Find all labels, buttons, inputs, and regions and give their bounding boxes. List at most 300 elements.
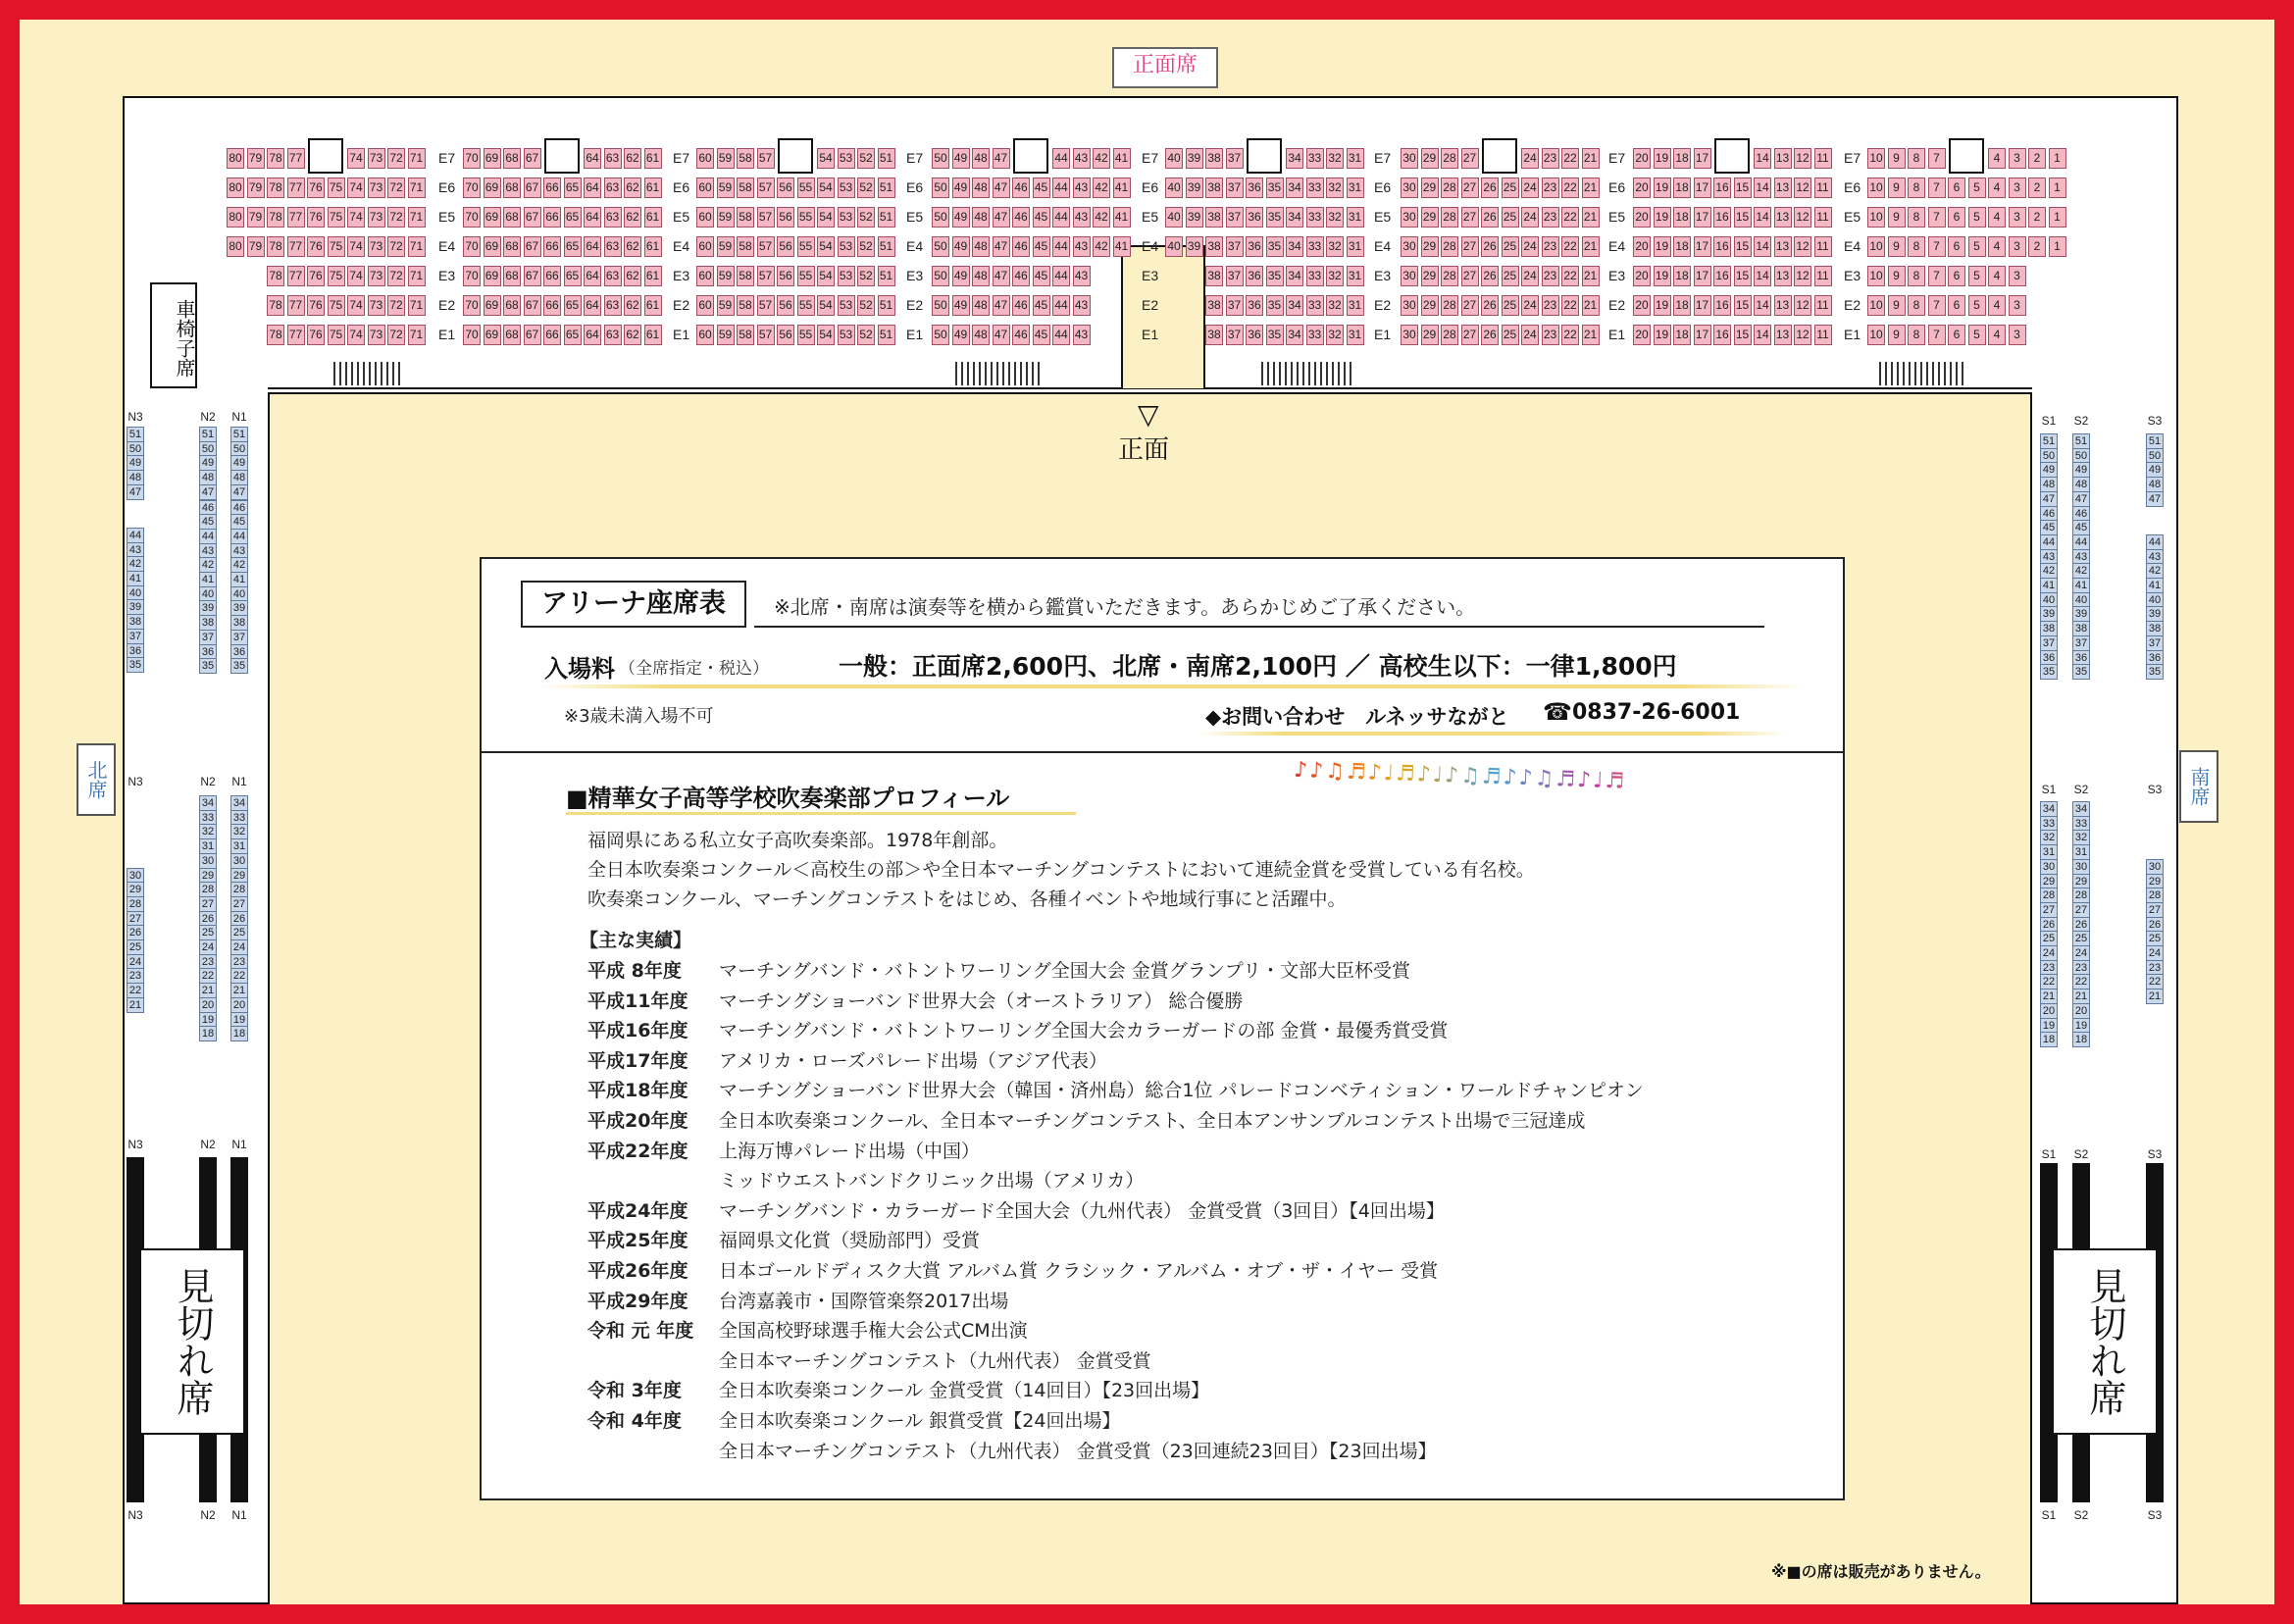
front-seat[interactable]: 47: [993, 148, 1010, 169]
front-seat[interactable]: 67: [524, 236, 541, 257]
front-seat[interactable]: 14: [1754, 266, 1771, 286]
front-seat[interactable]: 48: [972, 325, 990, 345]
front-seat[interactable]: 13: [1774, 236, 1792, 257]
front-seat[interactable]: 57: [757, 178, 775, 198]
front-seat[interactable]: 7: [1928, 295, 1946, 316]
front-seat[interactable]: 50: [932, 325, 949, 345]
front-seat[interactable]: 71: [408, 236, 426, 257]
front-seat[interactable]: 65: [564, 295, 582, 316]
south-seat[interactable]: 18: [2072, 1032, 2090, 1047]
front-seat[interactable]: 34: [1286, 207, 1303, 228]
north-seat[interactable]: 20: [230, 997, 248, 1013]
front-seat[interactable]: 3: [2009, 207, 2026, 228]
front-seat[interactable]: 26: [1481, 266, 1499, 286]
front-seat[interactable]: 58: [737, 266, 754, 286]
front-seat[interactable]: 14: [1754, 148, 1771, 169]
front-seat[interactable]: 65: [564, 207, 582, 228]
front-seat[interactable]: 57: [757, 148, 775, 169]
front-seat[interactable]: 40: [1165, 148, 1183, 169]
south-seat[interactable]: 45: [2040, 520, 2058, 535]
front-seat[interactable]: 28: [1441, 295, 1458, 316]
front-seat[interactable]: 48: [972, 266, 990, 286]
front-seat[interactable]: 48: [972, 148, 990, 169]
front-seat[interactable]: 5: [1968, 266, 1986, 286]
south-seat[interactable]: 38: [2040, 621, 2058, 636]
front-seat[interactable]: 6: [1948, 178, 1965, 198]
front-seat[interactable]: 4: [1988, 148, 2006, 169]
front-seat[interactable]: 75: [328, 207, 345, 228]
front-seat[interactable]: 69: [484, 178, 501, 198]
front-seat[interactable]: 60: [696, 207, 714, 228]
front-seat[interactable]: 30: [1401, 236, 1418, 257]
front-seat[interactable]: 56: [777, 266, 794, 286]
south-seat[interactable]: 24: [2040, 945, 2058, 961]
front-seat[interactable]: 43: [1073, 266, 1091, 286]
front-seat[interactable]: 37: [1226, 207, 1244, 228]
front-seat[interactable]: 60: [696, 236, 714, 257]
front-seat[interactable]: 8: [1908, 148, 1925, 169]
front-seat[interactable]: 75: [328, 325, 345, 345]
front-seat[interactable]: 20: [1633, 178, 1651, 198]
front-seat[interactable]: 13: [1774, 325, 1792, 345]
front-seat[interactable]: 63: [604, 325, 622, 345]
front-seat[interactable]: 18: [1673, 148, 1691, 169]
front-seat[interactable]: 6: [1948, 266, 1965, 286]
front-seat[interactable]: 76: [307, 295, 325, 316]
front-seat[interactable]: 11: [1814, 295, 1832, 316]
south-seat[interactable]: 22: [2072, 974, 2090, 990]
front-seat[interactable]: 33: [1306, 266, 1324, 286]
front-seat[interactable]: 18: [1673, 178, 1691, 198]
front-seat[interactable]: 60: [696, 295, 714, 316]
front-seat[interactable]: 42: [1093, 178, 1110, 198]
front-seat[interactable]: 78: [267, 148, 284, 169]
front-seat[interactable]: 35: [1266, 178, 1284, 198]
front-seat[interactable]: 12: [1794, 295, 1811, 316]
north-seat[interactable]: 50: [199, 441, 217, 457]
front-seat[interactable]: 68: [503, 325, 521, 345]
front-seat[interactable]: 15: [1734, 325, 1752, 345]
front-seat[interactable]: 38: [1205, 295, 1223, 316]
front-seat[interactable]: 15: [1734, 266, 1752, 286]
front-seat[interactable]: 33: [1306, 236, 1324, 257]
front-seat[interactable]: 39: [1186, 207, 1203, 228]
front-seat[interactable]: 76: [307, 266, 325, 286]
front-seat[interactable]: 59: [717, 236, 735, 257]
north-seat[interactable]: 45: [199, 514, 217, 530]
front-seat[interactable]: 75: [328, 295, 345, 316]
front-seat[interactable]: 44: [1052, 178, 1070, 198]
north-seat[interactable]: 38: [199, 615, 217, 631]
north-seat[interactable]: 44: [127, 528, 144, 543]
front-seat[interactable]: 59: [717, 295, 735, 316]
front-seat[interactable]: 22: [1561, 207, 1579, 228]
front-seat[interactable]: 47: [993, 325, 1010, 345]
front-seat[interactable]: 23: [1542, 325, 1559, 345]
front-seat[interactable]: 54: [817, 236, 835, 257]
front-seat[interactable]: 60: [696, 148, 714, 169]
south-seat[interactable]: 40: [2072, 592, 2090, 608]
north-seat[interactable]: 24: [127, 954, 144, 970]
north-seat[interactable]: 39: [127, 599, 144, 615]
front-seat[interactable]: 9: [1888, 236, 1906, 257]
south-seat[interactable]: 31: [2072, 844, 2090, 860]
front-seat[interactable]: 20: [1633, 236, 1651, 257]
front-seat[interactable]: 14: [1754, 178, 1771, 198]
north-seat[interactable]: 27: [199, 896, 217, 912]
south-seat[interactable]: 20: [2040, 1003, 2058, 1019]
front-seat[interactable]: 49: [952, 295, 970, 316]
front-seat[interactable]: 50: [932, 148, 949, 169]
front-seat[interactable]: 73: [368, 325, 385, 345]
front-seat[interactable]: 42: [1093, 148, 1110, 169]
front-seat[interactable]: 55: [797, 236, 815, 257]
front-seat[interactable]: 61: [644, 236, 662, 257]
front-seat[interactable]: 67: [524, 325, 541, 345]
front-seat[interactable]: 68: [503, 236, 521, 257]
front-seat[interactable]: 77: [287, 178, 305, 198]
front-seat[interactable]: 32: [1326, 148, 1344, 169]
front-seat[interactable]: 63: [604, 295, 622, 316]
south-seat[interactable]: 29: [2072, 874, 2090, 889]
front-seat[interactable]: 18: [1673, 266, 1691, 286]
front-seat[interactable]: 23: [1542, 148, 1559, 169]
front-seat[interactable]: 33: [1306, 295, 1324, 316]
front-seat[interactable]: 35: [1266, 207, 1284, 228]
front-seat[interactable]: 32: [1326, 178, 1344, 198]
front-seat[interactable]: 21: [1582, 236, 1600, 257]
front-seat[interactable]: 9: [1888, 207, 1906, 228]
front-seat[interactable]: 19: [1654, 266, 1671, 286]
front-seat[interactable]: 11: [1814, 207, 1832, 228]
front-seat[interactable]: 22: [1561, 148, 1579, 169]
south-seat[interactable]: 21: [2040, 989, 2058, 1004]
front-seat[interactable]: 50: [932, 236, 949, 257]
front-seat[interactable]: 65: [564, 266, 582, 286]
north-seat[interactable]: 51: [127, 427, 144, 442]
front-seat[interactable]: 26: [1481, 295, 1499, 316]
front-seat[interactable]: 14: [1754, 207, 1771, 228]
south-seat[interactable]: 38: [2072, 621, 2090, 636]
south-seat[interactable]: 26: [2072, 917, 2090, 933]
south-seat[interactable]: 21: [2072, 989, 2090, 1004]
front-seat[interactable]: 8: [1908, 207, 1925, 228]
front-seat[interactable]: 54: [817, 207, 835, 228]
front-seat[interactable]: 4: [1988, 295, 2006, 316]
front-seat[interactable]: 14: [1754, 236, 1771, 257]
south-seat[interactable]: 23: [2072, 960, 2090, 976]
front-seat[interactable]: 73: [368, 295, 385, 316]
front-seat[interactable]: 23: [1542, 236, 1559, 257]
front-seat[interactable]: 14: [1754, 295, 1771, 316]
south-seat[interactable]: 50: [2146, 448, 2164, 464]
front-seat[interactable]: 29: [1421, 266, 1439, 286]
front-seat[interactable]: 10: [1867, 266, 1885, 286]
south-seat[interactable]: 42: [2040, 563, 2058, 579]
north-seat[interactable]: 22: [199, 968, 217, 984]
front-seat[interactable]: 62: [624, 178, 641, 198]
front-seat[interactable]: 38: [1205, 325, 1223, 345]
front-seat[interactable]: 48: [972, 295, 990, 316]
front-seat[interactable]: 58: [737, 295, 754, 316]
front-seat[interactable]: 77: [287, 236, 305, 257]
front-seat[interactable]: 6: [1948, 325, 1965, 345]
front-seat[interactable]: 57: [757, 236, 775, 257]
front-seat[interactable]: 53: [838, 236, 855, 257]
front-seat[interactable]: 67: [524, 207, 541, 228]
front-seat[interactable]: 46: [1012, 295, 1030, 316]
front-seat[interactable]: 63: [604, 236, 622, 257]
front-seat[interactable]: 30: [1401, 266, 1418, 286]
front-seat[interactable]: 48: [972, 207, 990, 228]
front-seat[interactable]: 9: [1888, 178, 1906, 198]
north-seat[interactable]: 35: [127, 657, 144, 673]
south-seat[interactable]: 30: [2072, 859, 2090, 875]
south-seat[interactable]: 49: [2146, 462, 2164, 478]
front-seat[interactable]: 32: [1326, 325, 1344, 345]
front-seat[interactable]: 78: [267, 295, 284, 316]
front-seat[interactable]: 74: [347, 295, 365, 316]
north-seat[interactable]: 48: [127, 470, 144, 485]
front-seat[interactable]: 53: [838, 325, 855, 345]
south-seat[interactable]: 38: [2146, 621, 2164, 636]
front-seat[interactable]: 20: [1633, 266, 1651, 286]
front-seat[interactable]: 34: [1286, 266, 1303, 286]
front-seat[interactable]: 79: [247, 178, 265, 198]
front-seat[interactable]: 43: [1073, 207, 1091, 228]
front-seat[interactable]: 22: [1561, 178, 1579, 198]
front-seat[interactable]: 49: [952, 148, 970, 169]
front-seat[interactable]: 37: [1226, 325, 1244, 345]
south-seat[interactable]: 26: [2040, 917, 2058, 933]
north-seat[interactable]: 24: [199, 939, 217, 955]
front-seat[interactable]: 16: [1713, 178, 1731, 198]
front-seat[interactable]: 37: [1226, 178, 1244, 198]
north-seat[interactable]: 40: [199, 586, 217, 602]
front-seat[interactable]: 35: [1266, 266, 1284, 286]
front-seat[interactable]: 61: [644, 178, 662, 198]
front-seat[interactable]: 24: [1521, 325, 1539, 345]
front-seat[interactable]: 29: [1421, 295, 1439, 316]
front-seat[interactable]: 31: [1347, 148, 1364, 169]
front-seat[interactable]: 76: [307, 325, 325, 345]
front-seat[interactable]: 9: [1888, 266, 1906, 286]
front-seat[interactable]: 13: [1774, 178, 1792, 198]
south-seat[interactable]: 28: [2072, 888, 2090, 903]
north-seat[interactable]: 28: [230, 882, 248, 897]
south-seat[interactable]: 32: [2072, 830, 2090, 845]
front-seat[interactable]: 50: [932, 295, 949, 316]
front-seat[interactable]: 38: [1205, 148, 1223, 169]
front-seat[interactable]: 29: [1421, 236, 1439, 257]
front-seat[interactable]: 79: [247, 148, 265, 169]
front-seat[interactable]: 24: [1521, 236, 1539, 257]
front-seat[interactable]: 16: [1713, 207, 1731, 228]
front-seat[interactable]: 7: [1928, 148, 1946, 169]
front-seat[interactable]: 69: [484, 148, 501, 169]
front-seat[interactable]: 8: [1908, 236, 1925, 257]
front-seat[interactable]: 45: [1033, 295, 1050, 316]
front-seat[interactable]: 34: [1286, 178, 1303, 198]
north-seat[interactable]: 37: [230, 630, 248, 645]
front-seat[interactable]: 61: [644, 148, 662, 169]
front-seat[interactable]: 70: [463, 207, 481, 228]
front-seat[interactable]: 3: [2009, 325, 2026, 345]
front-seat[interactable]: 45: [1033, 178, 1050, 198]
front-seat[interactable]: 71: [408, 148, 426, 169]
front-seat[interactable]: 52: [857, 325, 875, 345]
front-seat[interactable]: 19: [1654, 178, 1671, 198]
front-seat[interactable]: 68: [503, 266, 521, 286]
front-seat[interactable]: 55: [797, 325, 815, 345]
front-seat[interactable]: 10: [1867, 178, 1885, 198]
front-seat[interactable]: 5: [1968, 178, 1986, 198]
front-seat[interactable]: 44: [1052, 207, 1070, 228]
north-seat[interactable]: 42: [199, 557, 217, 573]
front-seat[interactable]: 42: [1093, 236, 1110, 257]
front-seat[interactable]: 34: [1286, 325, 1303, 345]
front-seat[interactable]: 60: [696, 325, 714, 345]
front-seat[interactable]: 51: [878, 207, 895, 228]
south-seat[interactable]: 29: [2040, 874, 2058, 889]
front-seat[interactable]: 30: [1401, 207, 1418, 228]
front-seat[interactable]: 62: [624, 325, 641, 345]
south-seat[interactable]: 47: [2072, 491, 2090, 507]
front-seat[interactable]: 32: [1326, 207, 1344, 228]
front-seat[interactable]: 69: [484, 236, 501, 257]
front-seat[interactable]: 12: [1794, 266, 1811, 286]
north-seat[interactable]: 30: [127, 868, 144, 884]
front-seat[interactable]: 56: [777, 236, 794, 257]
front-seat[interactable]: 58: [737, 325, 754, 345]
front-seat[interactable]: 12: [1794, 178, 1811, 198]
front-seat[interactable]: 13: [1774, 207, 1792, 228]
south-seat[interactable]: 18: [2040, 1032, 2058, 1047]
front-seat[interactable]: 75: [328, 236, 345, 257]
north-seat[interactable]: 31: [199, 838, 217, 854]
north-seat[interactable]: 45: [230, 514, 248, 530]
front-seat[interactable]: 18: [1673, 325, 1691, 345]
south-seat[interactable]: 33: [2072, 816, 2090, 832]
front-seat[interactable]: 27: [1461, 148, 1479, 169]
north-seat[interactable]: 27: [127, 911, 144, 927]
front-seat[interactable]: 49: [952, 325, 970, 345]
south-seat[interactable]: 50: [2072, 448, 2090, 464]
north-seat[interactable]: 26: [199, 911, 217, 927]
front-seat[interactable]: 39: [1186, 236, 1203, 257]
front-seat[interactable]: 54: [817, 266, 835, 286]
front-seat[interactable]: 27: [1461, 178, 1479, 198]
front-seat[interactable]: 64: [584, 148, 601, 169]
front-seat[interactable]: 75: [328, 178, 345, 198]
front-seat[interactable]: 27: [1461, 236, 1479, 257]
front-seat[interactable]: 31: [1347, 178, 1364, 198]
front-seat[interactable]: 48: [972, 178, 990, 198]
front-seat[interactable]: 33: [1306, 178, 1324, 198]
front-seat[interactable]: 47: [993, 295, 1010, 316]
south-seat[interactable]: 45: [2072, 520, 2090, 535]
front-seat[interactable]: 3: [2009, 178, 2026, 198]
front-seat[interactable]: 55: [797, 295, 815, 316]
north-seat[interactable]: 33: [230, 810, 248, 826]
front-seat[interactable]: 26: [1481, 178, 1499, 198]
north-seat[interactable]: 40: [230, 586, 248, 602]
front-seat[interactable]: 73: [368, 236, 385, 257]
front-seat[interactable]: 38: [1205, 178, 1223, 198]
front-seat[interactable]: 49: [952, 266, 970, 286]
front-seat[interactable]: 80: [227, 148, 244, 169]
south-seat[interactable]: 28: [2146, 888, 2164, 903]
south-seat[interactable]: 50: [2040, 448, 2058, 464]
north-seat[interactable]: 18: [199, 1026, 217, 1041]
front-seat[interactable]: 9: [1888, 295, 1906, 316]
front-seat[interactable]: 80: [227, 178, 244, 198]
front-seat[interactable]: 13: [1774, 148, 1792, 169]
south-seat[interactable]: 19: [2040, 1018, 2058, 1034]
front-seat[interactable]: 35: [1266, 295, 1284, 316]
front-seat[interactable]: 13: [1774, 295, 1792, 316]
front-seat[interactable]: 58: [737, 236, 754, 257]
south-seat[interactable]: 46: [2040, 506, 2058, 522]
north-seat[interactable]: 44: [199, 529, 217, 544]
front-seat[interactable]: 71: [408, 207, 426, 228]
north-seat[interactable]: 49: [127, 455, 144, 471]
front-seat[interactable]: 46: [1012, 178, 1030, 198]
front-seat[interactable]: 63: [604, 266, 622, 286]
front-seat[interactable]: 34: [1286, 236, 1303, 257]
front-seat[interactable]: 34: [1286, 148, 1303, 169]
front-seat[interactable]: 62: [624, 207, 641, 228]
front-seat[interactable]: 6: [1948, 207, 1965, 228]
front-seat[interactable]: 33: [1306, 207, 1324, 228]
south-seat[interactable]: 22: [2146, 974, 2164, 990]
front-seat[interactable]: 54: [817, 178, 835, 198]
front-seat[interactable]: 15: [1734, 178, 1752, 198]
front-seat[interactable]: 5: [1968, 207, 1986, 228]
north-seat[interactable]: 38: [230, 615, 248, 631]
front-seat[interactable]: 47: [993, 266, 1010, 286]
north-seat[interactable]: 36: [199, 644, 217, 660]
front-seat[interactable]: 10: [1867, 207, 1885, 228]
front-seat[interactable]: 46: [1012, 236, 1030, 257]
north-seat[interactable]: 18: [230, 1026, 248, 1041]
front-seat[interactable]: 51: [878, 325, 895, 345]
front-seat[interactable]: 20: [1633, 325, 1651, 345]
front-seat[interactable]: 12: [1794, 207, 1811, 228]
front-seat[interactable]: 21: [1582, 266, 1600, 286]
front-seat[interactable]: 39: [1186, 178, 1203, 198]
front-seat[interactable]: 31: [1347, 236, 1364, 257]
south-seat[interactable]: 26: [2146, 917, 2164, 933]
front-seat[interactable]: 44: [1052, 266, 1070, 286]
north-seat[interactable]: 34: [230, 795, 248, 811]
front-seat[interactable]: 72: [387, 148, 405, 169]
front-seat[interactable]: 21: [1582, 178, 1600, 198]
front-seat[interactable]: 8: [1908, 325, 1925, 345]
front-seat[interactable]: 57: [757, 325, 775, 345]
front-seat[interactable]: 3: [2009, 148, 2026, 169]
front-seat[interactable]: 52: [857, 236, 875, 257]
front-seat[interactable]: 60: [696, 178, 714, 198]
north-seat[interactable]: 30: [199, 853, 217, 869]
front-seat[interactable]: 79: [247, 236, 265, 257]
front-seat[interactable]: 39: [1186, 148, 1203, 169]
front-seat[interactable]: 23: [1542, 207, 1559, 228]
front-seat[interactable]: 35: [1266, 236, 1284, 257]
front-seat[interactable]: 70: [463, 325, 481, 345]
north-seat[interactable]: 48: [199, 470, 217, 485]
front-seat[interactable]: 55: [797, 207, 815, 228]
